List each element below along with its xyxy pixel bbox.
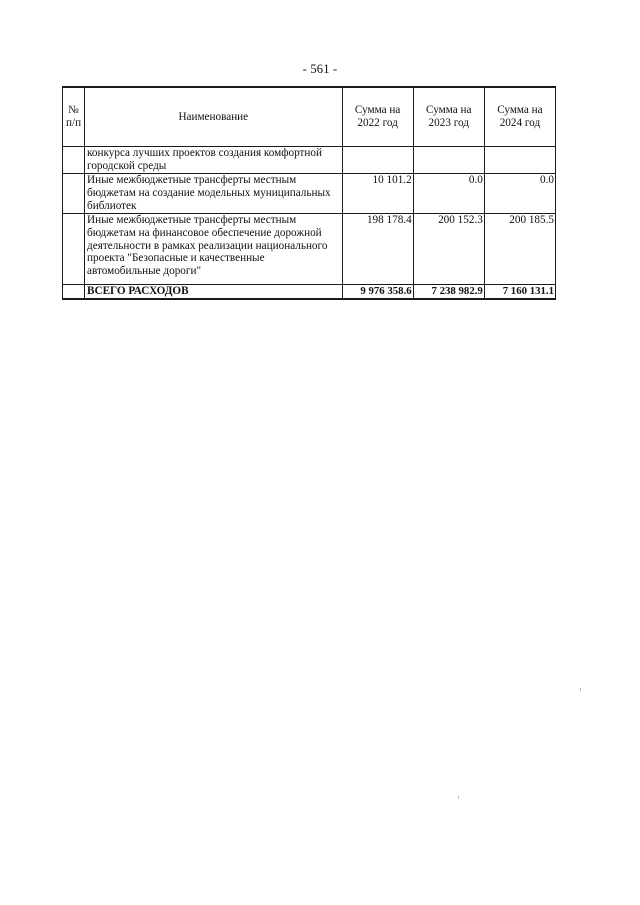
total-sum-2024: 7 160 131.1	[484, 285, 555, 300]
total-number-cell	[63, 285, 85, 300]
row-sum-2022-cell: 10 101.2	[342, 174, 413, 214]
row-sum-2024-cell: 200 185.5	[484, 214, 555, 285]
page-number: - 561 -	[302, 62, 338, 76]
header-sum-2023: Сумма на 2023 год	[413, 87, 484, 147]
row-sum-2023-cell	[413, 147, 484, 174]
scan-speck	[580, 688, 581, 691]
row-number-cell	[63, 214, 85, 285]
scan-speck	[458, 796, 459, 799]
row-name-cell: конкурса лучших проектов создания комфортной городской среды	[85, 147, 343, 174]
row-sum-2023-cell: 0.0	[413, 174, 484, 214]
row-name-cell: Иные межбюджетные трансферты местным бюджетам на финансовое обеспечение дорожной деятельности в рамках реализации национального проекта "Безопасные и качественные автомобильные дороги"	[85, 214, 343, 285]
row-sum-2023-cell: 200 152.3	[413, 214, 484, 285]
row-sum-2022-cell	[342, 147, 413, 174]
header-sum-2022: Сумма на 2022 год	[342, 87, 413, 147]
row-sum-2024-cell: 0.0	[484, 174, 555, 214]
table-row	[63, 174, 556, 214]
total-label: ВСЕГО РАСХОДОВ	[85, 285, 343, 300]
header-name: Наименование	[85, 87, 343, 147]
row-number-cell	[63, 147, 85, 174]
expenditure-table	[62, 86, 556, 300]
table-row	[63, 147, 556, 174]
total-sum-2022: 9 976 358.6	[342, 285, 413, 300]
table-row	[63, 214, 556, 285]
row-sum-2024-cell	[484, 147, 555, 174]
table-header-row	[63, 87, 556, 147]
row-number-cell	[63, 174, 85, 214]
row-name-cell: Иные межбюджетные трансферты местным бюджетам на создание модельных муниципальных библиотек	[85, 174, 343, 214]
total-row	[63, 285, 556, 300]
row-sum-2022-cell: 198 178.4	[342, 214, 413, 285]
total-sum-2023: 7 238 982.9	[413, 285, 484, 300]
header-sum-2024: Сумма на 2024 год	[484, 87, 555, 147]
header-number: № п/п	[63, 87, 85, 147]
